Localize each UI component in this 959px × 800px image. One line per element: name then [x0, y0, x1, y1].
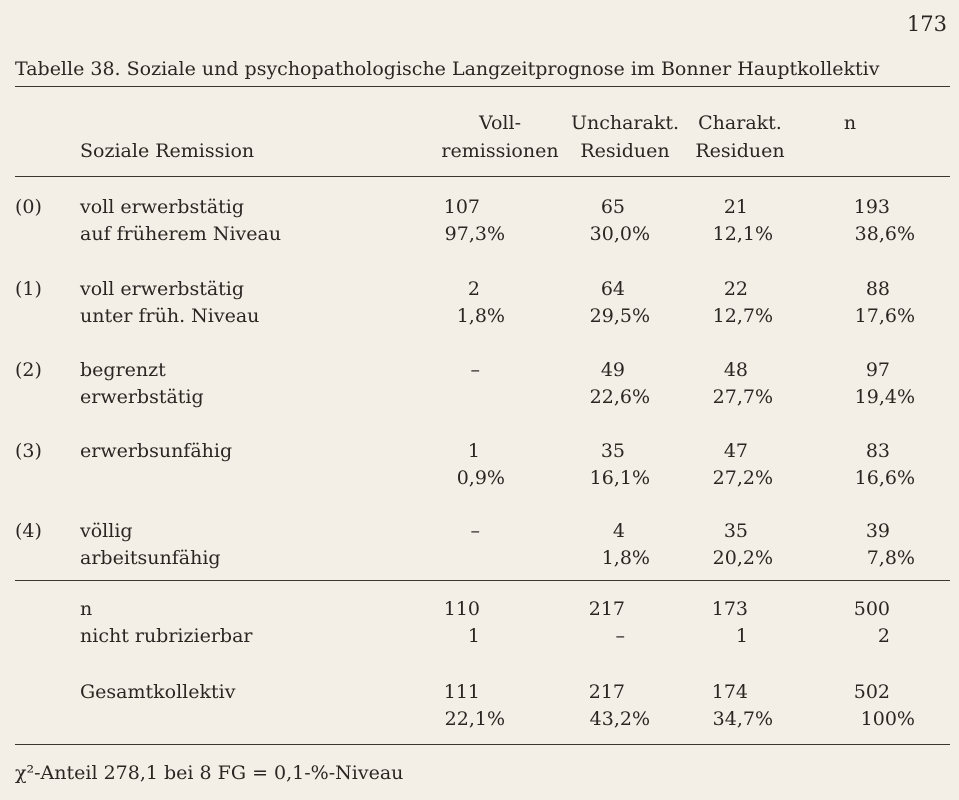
- cell-uncharacteristic: 64: [600, 278, 625, 300]
- overall-percent-n: 100%: [860, 708, 915, 730]
- overall-full-remission: 111: [443, 681, 480, 703]
- row-label-line1: völlig: [80, 520, 133, 542]
- row-label-line1: voll erwerbstätig: [80, 278, 245, 300]
- overall-characteristic: 174: [711, 681, 748, 703]
- unclassifiable-characteristic: 1: [735, 625, 748, 647]
- page-number: 173: [906, 12, 947, 36]
- header-social-remission: Soziale Remission: [80, 140, 255, 162]
- cell-uncharacteristic: 49: [600, 359, 625, 381]
- table-title: Tabelle 38. Soziale und psychopathologische Langzeitprognose im Bonner Hauptkollektiv: [15, 58, 880, 80]
- overall-label: Gesamtkollektiv: [80, 681, 236, 703]
- cell-percent-full-remission: 1,8%: [456, 305, 505, 327]
- total-n-uncharacteristic: 217: [588, 598, 625, 620]
- cell-full-remission: –: [470, 520, 480, 542]
- overall-uncharacteristic: 217: [588, 681, 625, 703]
- cell-characteristic: 22: [723, 278, 748, 300]
- cell-percent-uncharacteristic: 1,8%: [601, 547, 650, 569]
- total-n-n: 500: [853, 598, 890, 620]
- unclassifiable-uncharacteristic: –: [615, 625, 625, 647]
- row-code: (1): [15, 278, 42, 300]
- overall-percent-full-remission: 22,1%: [444, 708, 505, 730]
- table-top-rule: [15, 86, 950, 87]
- cell-percent-characteristic: 12,1%: [712, 223, 773, 245]
- row-label-line2: arbeitsunfähig: [80, 547, 221, 569]
- cell-uncharacteristic: 4: [612, 520, 625, 542]
- cell-percent-n: 19,4%: [854, 386, 915, 408]
- cell-full-remission: 2: [467, 278, 480, 300]
- row-label-line2: auf früherem Niveau: [80, 223, 282, 245]
- row-label-line2: erwerbstätig: [80, 386, 204, 408]
- cell-uncharacteristic: 65: [600, 196, 625, 218]
- cell-full-remission: –: [470, 359, 480, 381]
- cell-characteristic: 48: [723, 359, 748, 381]
- row-label-line1: begrenzt: [80, 359, 166, 381]
- row-label-line1: voll erwerbstätig: [80, 196, 245, 218]
- cell-percent-uncharacteristic: 30,0%: [589, 223, 650, 245]
- totals-n-label: n: [80, 598, 93, 620]
- cell-percent-n: 38,6%: [854, 223, 915, 245]
- cell-characteristic: 35: [723, 520, 748, 542]
- unclassifiable-full-remission: 1: [467, 625, 480, 647]
- cell-percent-characteristic: 12,7%: [712, 305, 773, 327]
- cell-characteristic: 47: [723, 440, 748, 462]
- cell-percent-full-remission: 0,9%: [456, 467, 505, 489]
- table-bottom-rule: [15, 744, 950, 745]
- cell-n: 88: [865, 278, 890, 300]
- cell-characteristic: 21: [723, 196, 748, 218]
- row-label-line1: erwerbsunfähig: [80, 440, 233, 462]
- overall-percent-uncharacteristic: 43,2%: [589, 708, 650, 730]
- cell-percent-n: 16,6%: [854, 467, 915, 489]
- cell-percent-n: 7,8%: [866, 547, 915, 569]
- cell-percent-characteristic: 27,7%: [712, 386, 773, 408]
- cell-full-remission: 1: [467, 440, 480, 462]
- header-uncharacteristic-line2: Residuen: [580, 140, 670, 162]
- total-n-full-remission: 110: [443, 598, 480, 620]
- header-full-remission-line2: remissionen: [441, 140, 559, 162]
- cell-n: 83: [865, 440, 890, 462]
- unclassifiable-label: nicht rubrizierbar: [80, 625, 253, 647]
- header-full-remission-line1: Voll-: [479, 112, 521, 134]
- header-n: n: [843, 112, 857, 134]
- cell-n: 39: [865, 520, 890, 542]
- cell-n: 97: [865, 359, 890, 381]
- row-code: (3): [15, 440, 42, 462]
- cell-percent-uncharacteristic: 29,5%: [589, 305, 650, 327]
- cell-uncharacteristic: 35: [600, 440, 625, 462]
- header-uncharacteristic-line1: Uncharakt.: [570, 112, 680, 134]
- row-label-line2: unter früh. Niveau: [80, 305, 260, 327]
- row-code: (4): [15, 520, 42, 542]
- cell-full-remission: 107: [443, 196, 480, 218]
- total-n-characteristic: 173: [711, 598, 748, 620]
- chi-square-note: χ²-Anteil 278,1 bei 8 FG = 0,1-%-Niveau: [15, 762, 404, 784]
- cell-n: 193: [853, 196, 890, 218]
- overall-percent-characteristic: 34,7%: [712, 708, 773, 730]
- cell-percent-n: 17,6%: [854, 305, 915, 327]
- header-characteristic-line1: Charakt.: [698, 112, 782, 134]
- header-characteristic-line2: Residuen: [695, 140, 785, 162]
- header-bottom-rule: [15, 176, 950, 177]
- unclassifiable-n: 2: [877, 625, 890, 647]
- cell-percent-uncharacteristic: 22,6%: [589, 386, 650, 408]
- row-code: (0): [15, 196, 42, 218]
- cell-percent-characteristic: 20,2%: [712, 547, 773, 569]
- row-code: (2): [15, 359, 42, 381]
- cell-percent-uncharacteristic: 16,1%: [589, 467, 650, 489]
- cell-percent-full-remission: 97,3%: [444, 223, 505, 245]
- cell-percent-characteristic: 27,2%: [712, 467, 773, 489]
- totals-top-rule: [15, 580, 950, 581]
- overall-n: 502: [853, 681, 890, 703]
